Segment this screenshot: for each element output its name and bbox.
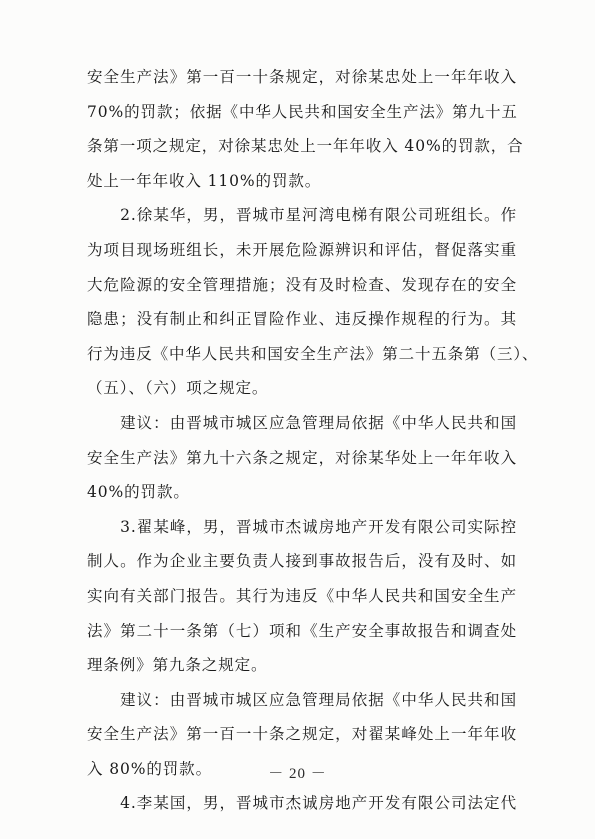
page-number: － 20 － [268,766,327,782]
text-line: 条第一项之规定，对徐某忠处上一年年收入 40%的罚款，合 [87,137,524,156]
text-line: 隐患；没有制止和纠正冒险作业、违反操作规程的行为。其 [87,310,517,329]
text-line: 大危险源的安全管理措施；没有及时检查、发现存在的安全 [87,275,517,294]
text-line: 理条例》第九条之规定。 [87,656,268,675]
text-line: 法》第二十一条第（七）项和《生产安全事故报告和调查处 [87,621,517,640]
text-line: 制人。作为企业主要负责人接到事故报告后，没有及时、如 [87,552,517,571]
text-line: （五）、（六）项之规定。 [87,379,269,398]
text-line: 处上一年年收入 110%的罚款。 [87,171,322,190]
text-line: 建议：由晋城市城区应急管理局依据《中华人民共和国 [87,413,517,432]
text-line: 4.李某国，男，晋城市杰诚房地产开发有限公司法定代 [87,794,517,813]
text-line: 为项目现场班组长，未开展危险源辨识和评估，督促落实重 [87,240,517,259]
text-line: 安全生产法》第九十六条之规定，对徐某华处上一年年收入 [87,448,517,467]
text-line: 建议：由晋城市城区应急管理局依据《中华人民共和国 [87,690,517,709]
text-line: 40%的罚款。 [87,483,190,502]
text-line: 2.徐某华，男，晋城市星河湾电梯有限公司班组长。作 [87,206,517,225]
document-body [87,60,539,821]
text-line: 安全生产法》第一百一十条之规定，对翟某峰处上一年年收 [87,725,517,744]
text-line: 行为违反《中华人民共和国安全生产法》第二十五条第（三）、 [87,344,539,363]
text-line: 实向有关部门报告。其行为违反《中华人民共和国安全生产 [87,586,517,605]
text-line: 安全生产法》第一百一十条规定，对徐某忠处上一年年收入 [87,68,517,86]
text-line: 3.翟某峰，男，晋城市杰诚房地产开发有限公司实际控 [87,517,517,536]
text-line: 入 80%的罚款。 [87,759,212,778]
text-line: 70%的罚款；依据《中华人民共和国安全生产法》第九十五 [87,102,518,121]
